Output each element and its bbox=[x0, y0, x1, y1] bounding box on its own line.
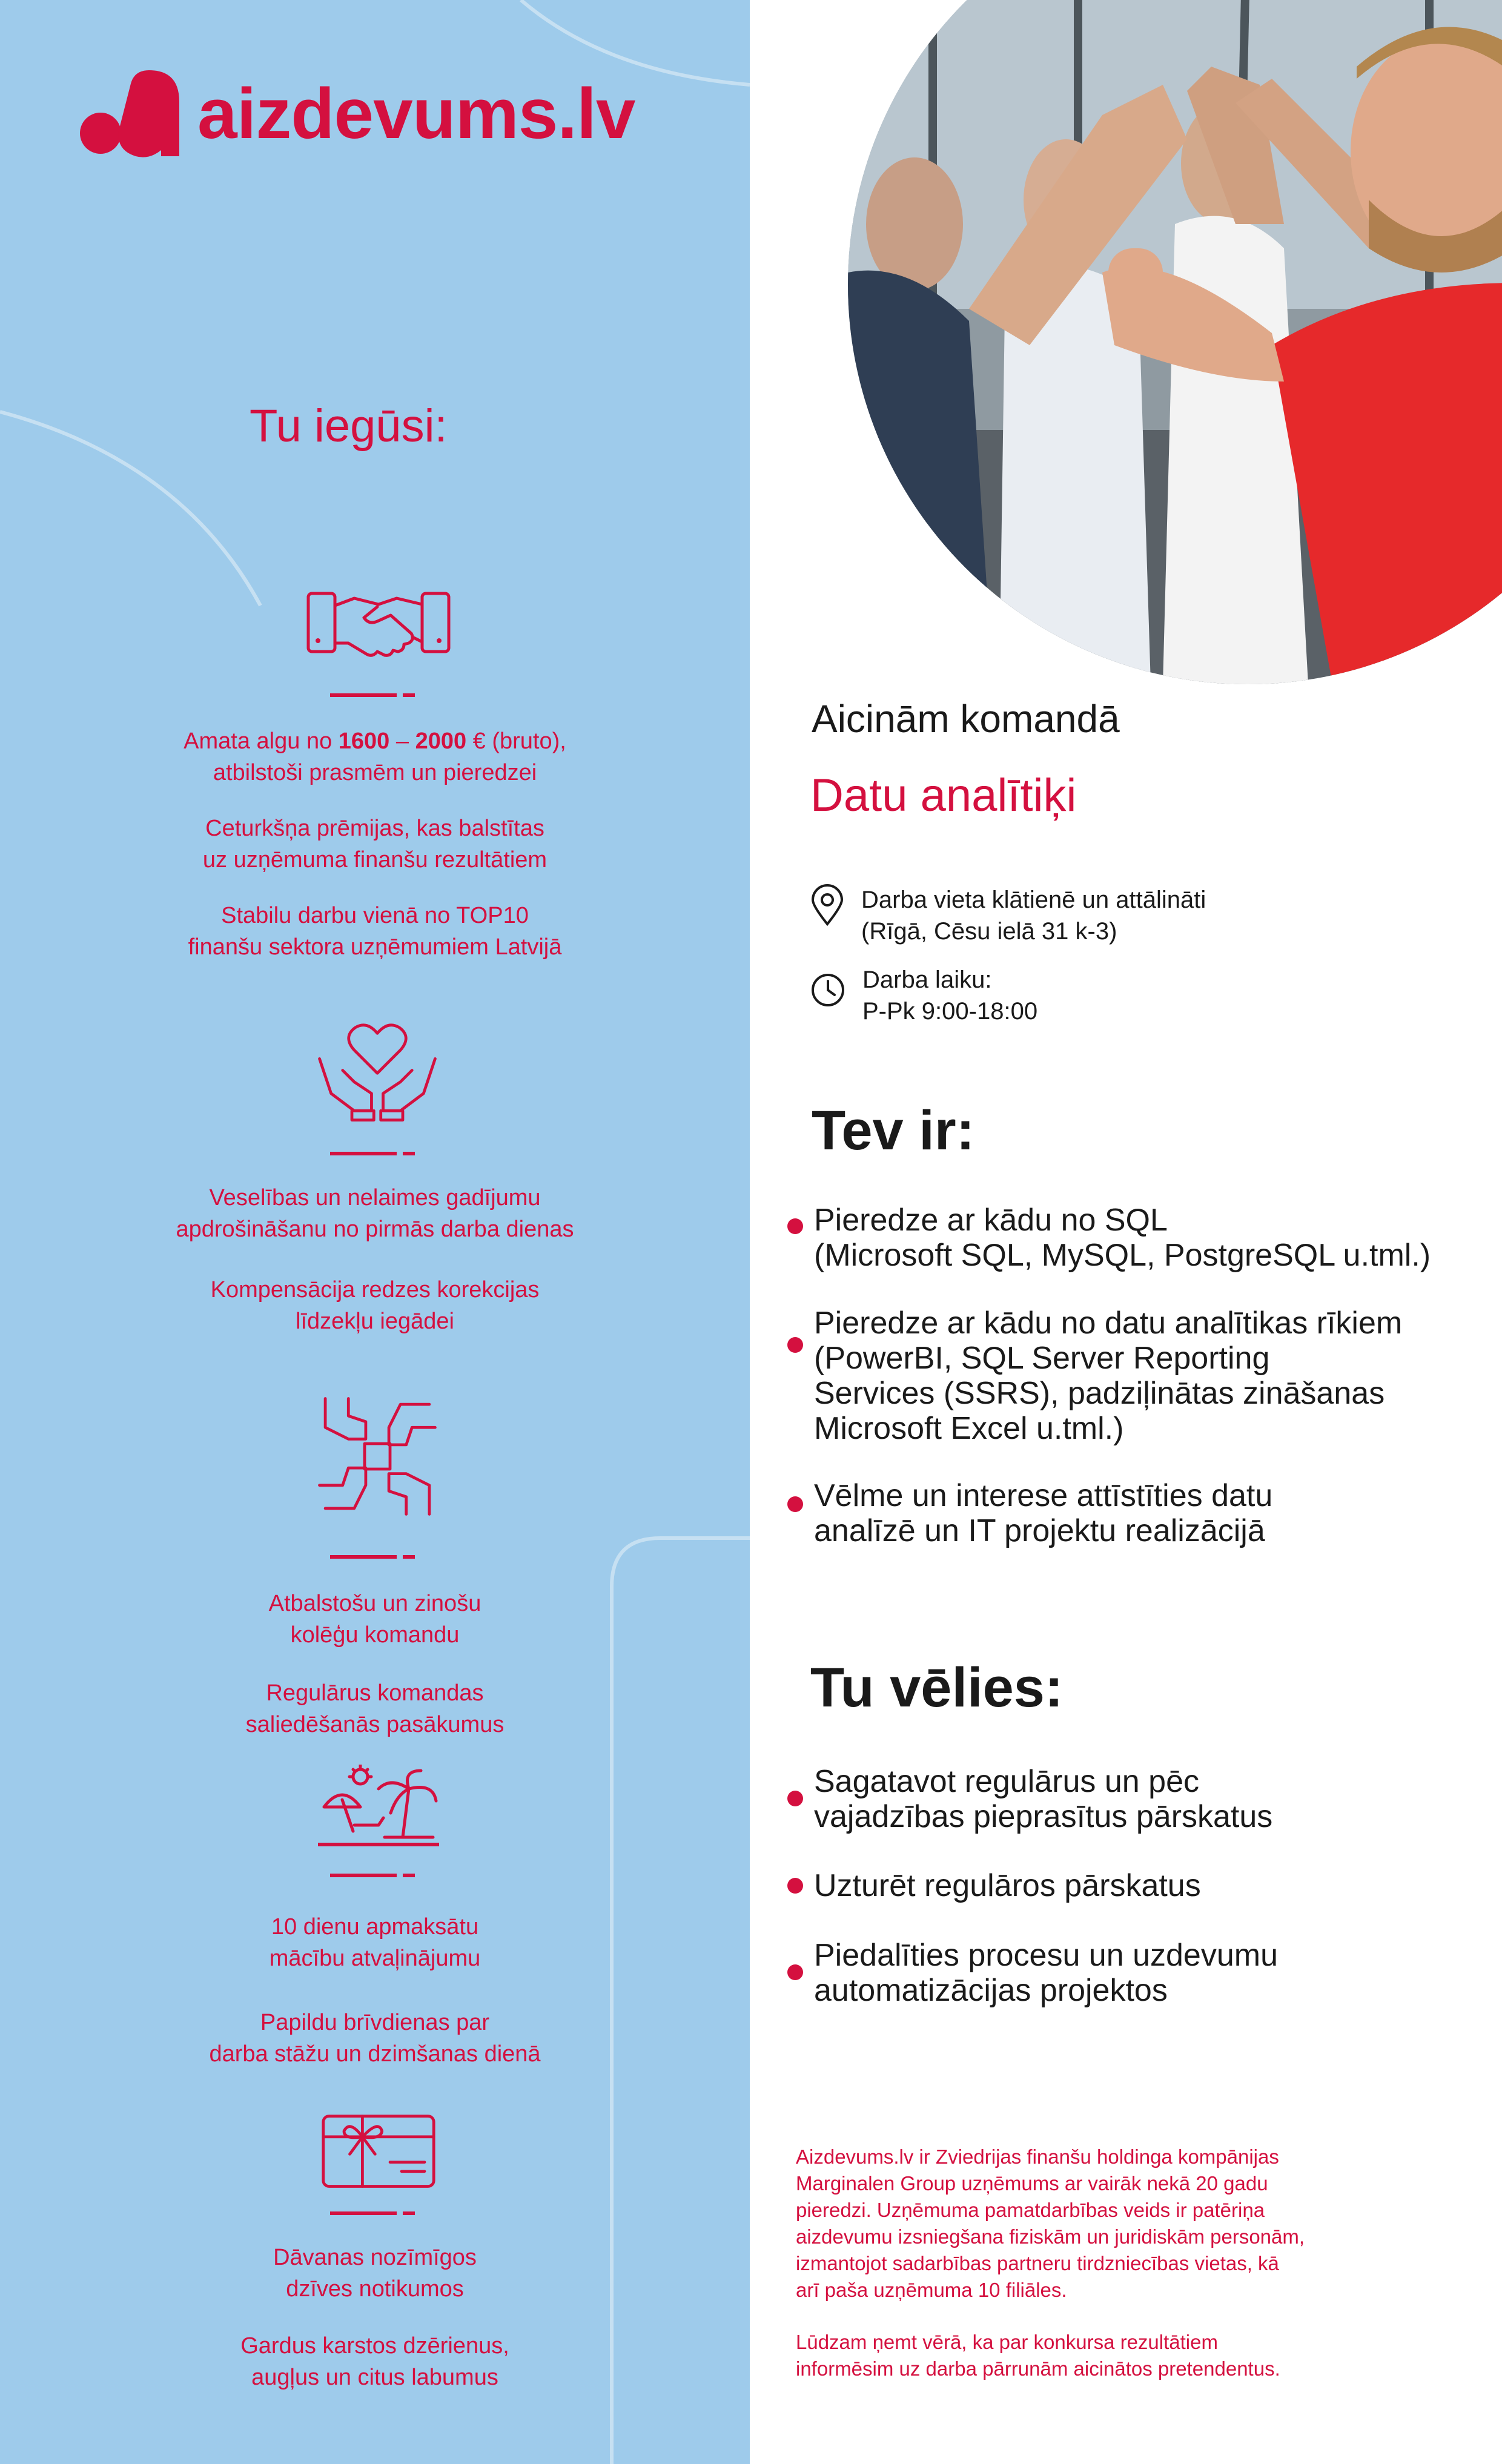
gift-card-icon bbox=[321, 2113, 436, 2189]
wish-item: Sagatavot regulārus un pēc vajadzības pieprasītus pārskatus bbox=[787, 1764, 1272, 1834]
wishes-title: Tu vēlies: bbox=[810, 1657, 1064, 1719]
left-panel bbox=[0, 0, 750, 2464]
hours-line-2: P-Pk 9:00-18:00 bbox=[862, 998, 1038, 1025]
divider bbox=[403, 1152, 415, 1155]
handshake-icon bbox=[306, 587, 451, 660]
location-line-2: (Rīgā, Cēsu ielā 31 k-3) bbox=[861, 918, 1117, 945]
invite-heading: Aicinām komandā bbox=[812, 697, 1120, 741]
clock-icon bbox=[810, 973, 845, 1008]
benefit-stable-job: Stabilu darbu vienā no TOP10 finanšu sektora uzņēmumiem Latvijā bbox=[188, 903, 562, 960]
requirement-item: Vēlme un interese attīstīties datu analīzē un IT projektu realizācijā bbox=[787, 1478, 1272, 1548]
divider bbox=[330, 1874, 397, 1877]
heart-hands-icon bbox=[314, 1017, 441, 1123]
company-about: Aizdevums.lv ir Zviedrijas finanšu holdinga kompānijas Marginalen Group uzņēmums ar vairāk nekā 20 gadu pieredzi. Uzņēmuma pamatdarbības veids ir patēriņa aizdevumu izsniegšana fiziskām un juridiskām personām, izmantojot sadarbības partneru tirdzniecības vietas, kā arī paša uzņēmuma 10 filiāles. bbox=[796, 2145, 1305, 2301]
divider bbox=[330, 1555, 397, 1559]
hours-line-1: Darba laiku: bbox=[862, 966, 992, 993]
divider bbox=[330, 1152, 397, 1155]
benefit-study-leave: 10 dienu apmaksātu mācību atvaļinājumu bbox=[269, 1914, 481, 1971]
requirements-title: Tev ir: bbox=[812, 1100, 975, 1161]
requirement-item: Pieredze ar kādu no SQL (Microsoft SQL, MySQL, PostgreSQL u.tml.) bbox=[787, 1203, 1431, 1273]
brand-name: aizdevums.lv bbox=[197, 74, 635, 154]
benefit-salary: Amata algu no 1600 – 2000 € (bruto), atbilstoši prasmēm un pieredzei bbox=[184, 728, 566, 785]
benefits-title: Tu iegūsi: bbox=[250, 400, 448, 452]
wish-item: Piedalīties procesu un uzdevumu automatizācijas projektos bbox=[787, 1938, 1278, 2008]
selection-notice: Lūdzam ņemt vērā, ka par konkursa rezultātiem informēsim uz darba pārrunām aicinātos pretendentus. bbox=[796, 2331, 1280, 2380]
benefit-vision: Kompensācija redzes korekcijas līdzekļu iegādei bbox=[210, 1277, 540, 1334]
benefit-insurance: Veselības un nelaimes gadījumu apdrošināšanu no pirmās darba dienas bbox=[176, 1185, 574, 1242]
divider bbox=[403, 2211, 415, 2215]
wish-item: Uzturēt regulāros pārskatus bbox=[787, 1868, 1201, 1903]
benefit-snacks: Gardus karstos dzērienus, augļus un citus labumus bbox=[240, 2333, 509, 2390]
beach-vacation-icon bbox=[318, 1765, 439, 1849]
benefit-events: Regulārus komandas saliedēšanās pasākumus bbox=[245, 1680, 505, 1737]
logo-mark-icon bbox=[78, 65, 187, 162]
divider bbox=[330, 693, 397, 697]
divider bbox=[330, 2211, 397, 2215]
divider bbox=[403, 1555, 415, 1559]
benefit-gifts: Dāvanas nozīmīgos dzīves notikumos bbox=[273, 2245, 477, 2302]
benefit-bonus: Ceturkšņa prēmijas, kas balstītas uz uzņēmuma finanšu rezultātiem bbox=[202, 816, 548, 873]
position-title: Datu analītiķi bbox=[810, 770, 1077, 821]
benefit-extra-days: Papildu brīvdienas par darba stāžu un dzimšanas dienā bbox=[209, 2010, 541, 2067]
divider bbox=[403, 693, 415, 697]
benefit-team: Atbalstošu un zinošu kolēģu komandu bbox=[268, 1591, 481, 1648]
location-line-1: Darba vieta klātienē un attālināti bbox=[861, 887, 1206, 913]
work-hours bbox=[810, 964, 1037, 1027]
location-pin-icon bbox=[810, 884, 844, 926]
brand-logo[interactable] bbox=[78, 65, 635, 162]
requirement-item: Pieredze ar kādu no datu analītikas rīkiem (PowerBI, SQL Server Reporting Services (SSRS), padziļinātas zināšanas Microsoft Excel u.tml.) bbox=[787, 1306, 1402, 1446]
team-hands-icon bbox=[314, 1393, 441, 1520]
work-location bbox=[810, 884, 1206, 947]
divider bbox=[403, 1874, 415, 1877]
